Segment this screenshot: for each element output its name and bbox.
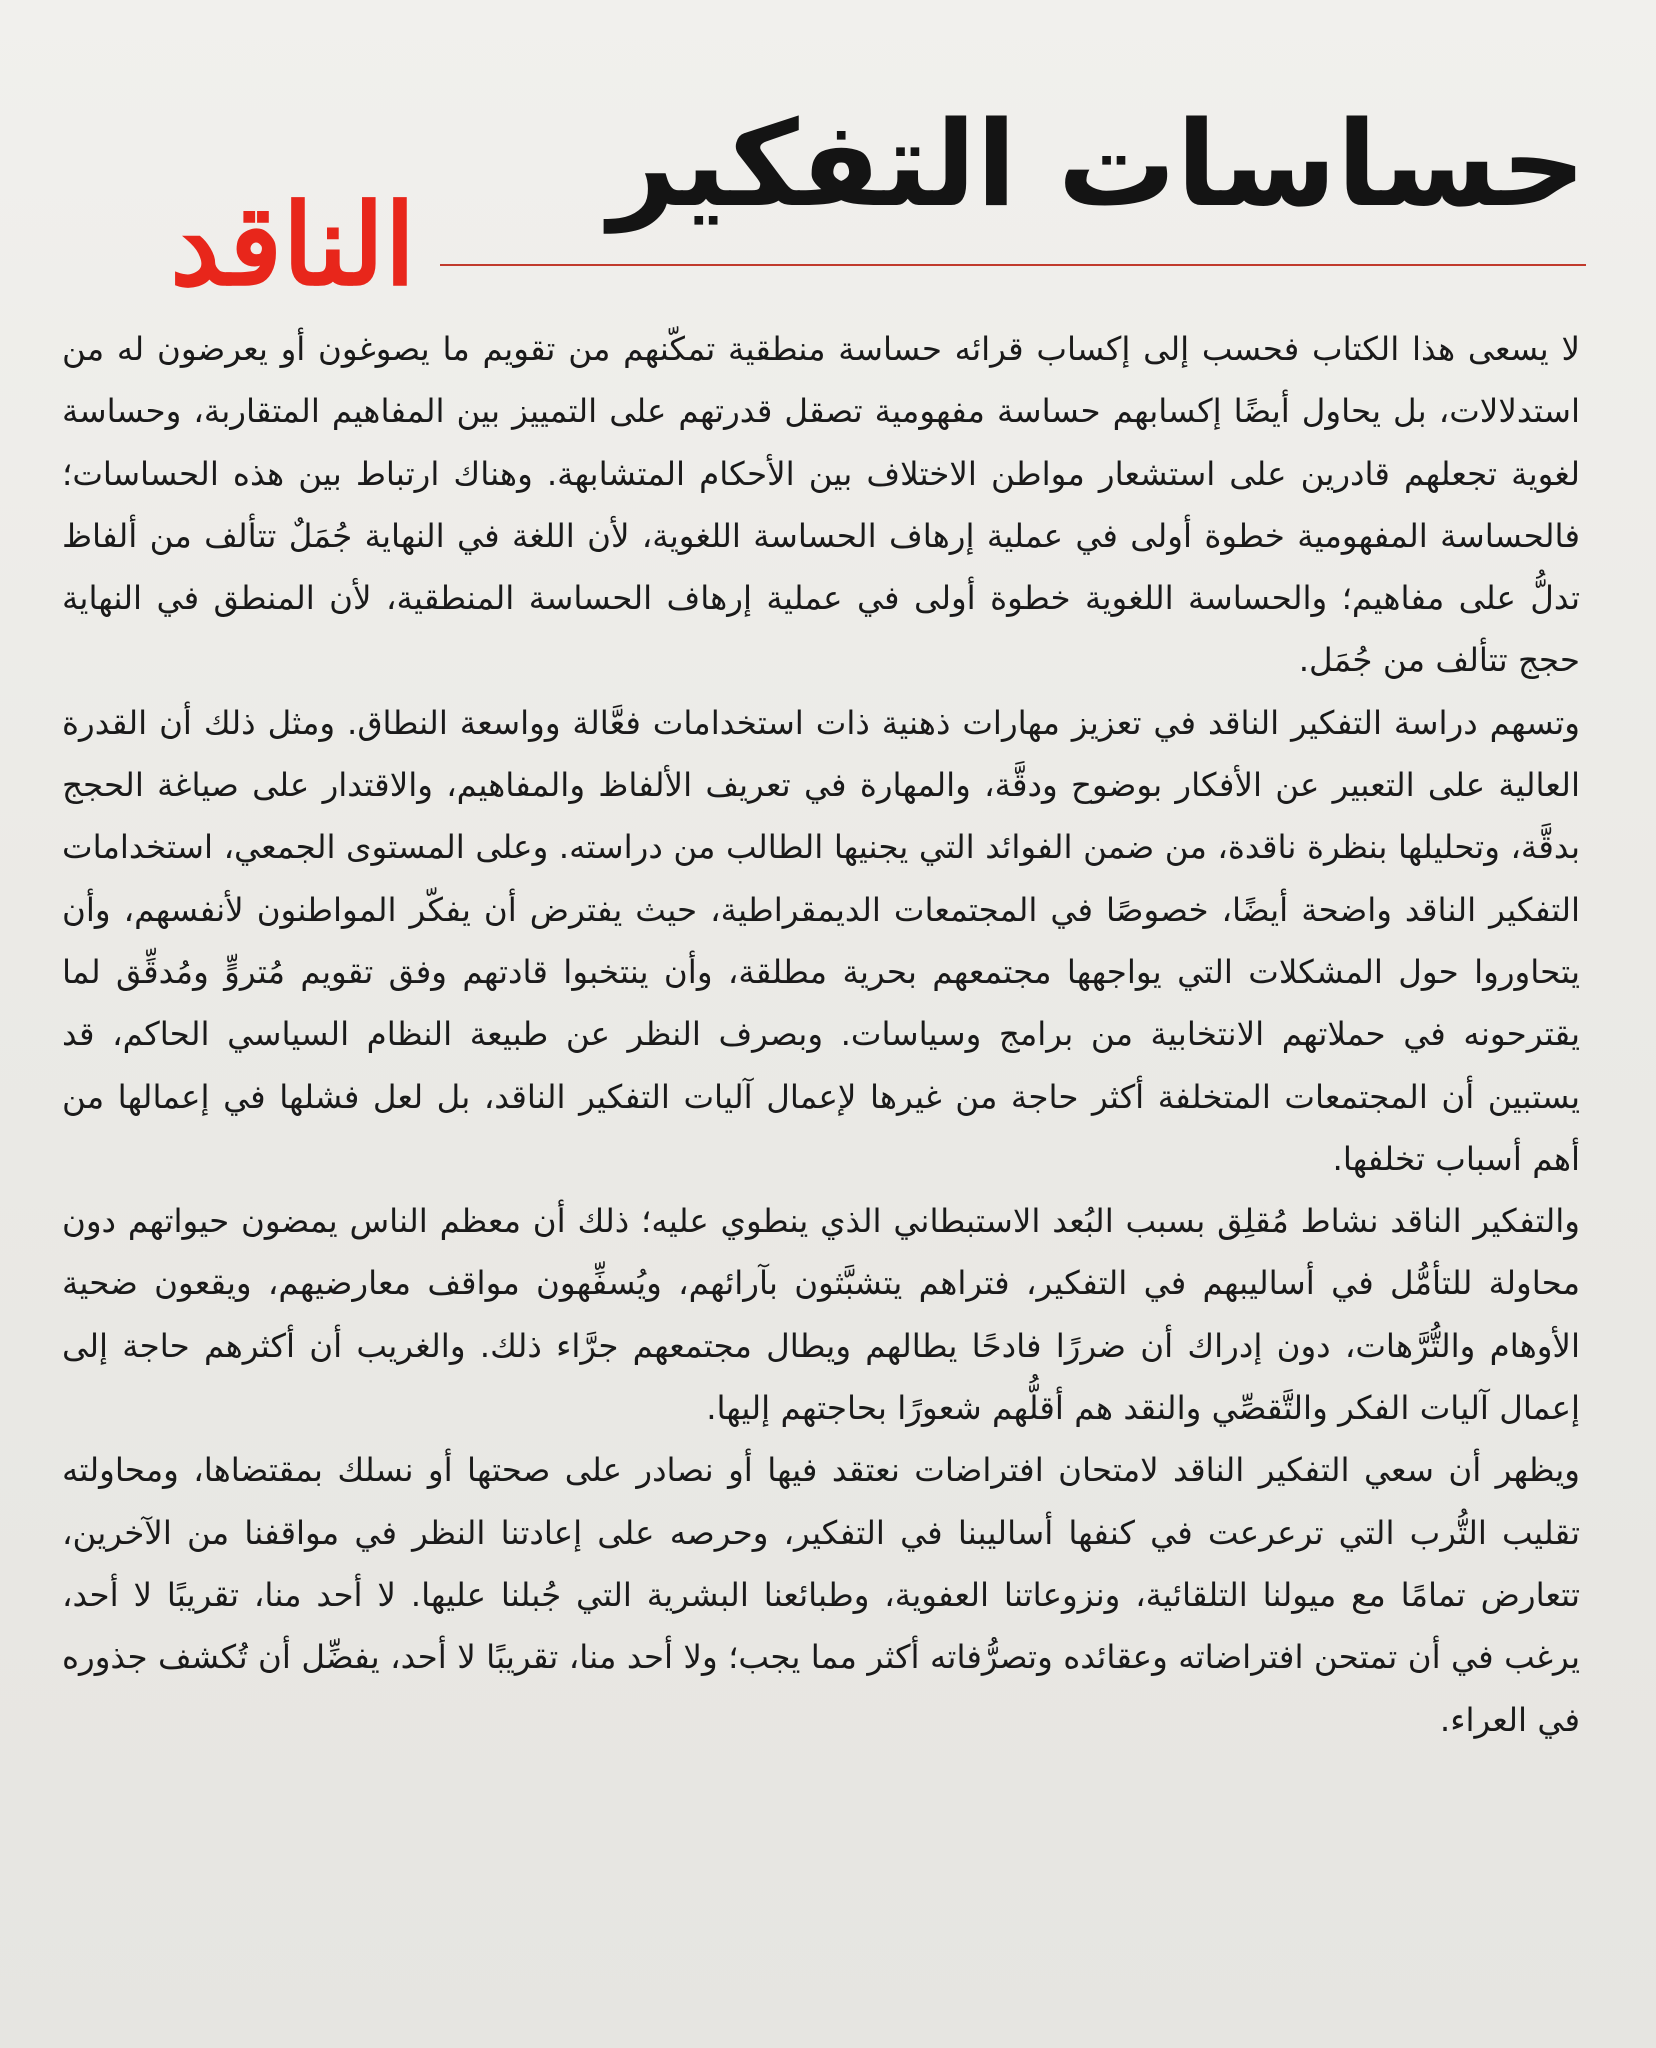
blurb-paragraph-1: لا يسعى هذا الكتاب فحسب إلى إكساب قرائه حساسة منطقية تمكّنهم من تقويم ما يصوغون أو يعرضون له من استدلالات، بل يحاول أيضًا إكسابهم حساسة مفهومية تصقل قدرتهم على التمييز بين المفاهيم المتقاربة، وحساسة لغوية تجعلهم قادرين على استشعار مواطن الاختلاف بين الأحكام المتشابهة. وهناك ارتباط بين هذه الحساسات؛ فالحساسة المفهومية خطوة أولى في عملية إرهاف الحساسة اللغوية، لأن اللغة في النهاية جُمَلٌ تتألف من ألفاظ تدلُّ على مفاهيم؛ والحساسة اللغوية خطوة أولى في عملية إرهاف الحساسة المنطقية، لأن المنطق في النهاية حجج تتألف من جُمَل. [62,330,1580,680]
blurb-paragraph-3: والتفكير الناقد نشاط مُقلِق بسبب البُعد الاستبطاني الذي ينطوي عليه؛ ذلك أن معظم الناس يمضون حيواتهم دون محاولة للتأمُّل في أساليبهم في التفكير، فتراهم يتشبَّثون بآرائهم، ويُسفِّهون مواقف معارضيهم، ويقعون ضحية الأوهام والتُّرَّهات، دون إدراك أن ضررًا فادحًا يطالهم ويطال مجتمعهم جرَّاء ذلك. والغريب أن أكثرهم حاجة إلى إعمال آليات الفكر والتَّقصِّي والنقد هم أقلُّهم شعورًا بحاجتهم إليها. [62,1202,1580,1428]
blurb-paragraph-4: ويظهر أن سعي التفكير الناقد لامتحان افتراضات نعتقد فيها أو نصادر على صحتها أو نسلك بمقتضاها، ومحاولته تقليب التُّرب التي ترعرعت في كنفها أساليبنا في التفكير، وحرصه على إعادتنا النظر في مواقفنا من الآخرين، تتعارض تمامًا مع ميولنا التلقائية، ونزوعاتنا العفوية، وطبائعنا البشرية التي جُبلنا عليها. لا أحد منا، تقريبًا لا أحد، يرغب في أن تمتحن افتراضاته وعقائده وتصرُّفاته أكثر مما يجب؛ ولا أحد منا، تقريبًا لا أحد، يفضِّل أن تُكشف جذوره في العراء. [62,1451,1580,1739]
blurb-paragraph-2: وتسهم دراسة التفكير الناقد في تعزيز مهارات ذهنية ذات استخدامات فعَّالة وواسعة النطاق. ومثل ذلك أن القدرة العالية على التعبير عن الأفكار بوضوح ودقَّة، والمهارة في تعريف الألفاظ والمفاهيم، والاقتدار على صياغة الحجج بدقَّة، وتحليلها بنظرة ناقدة، من ضمن الفوائد التي يجنيها الطالب من دراسته. وعلى المستوى الجمعي، استخدامات التفكير الناقد واضحة أيضًا، خصوصًا في المجتمعات الديمقراطية، حيث يفترض أن يفكّر المواطنون لأنفسهم، وأن يتحاوروا حول المشكلات التي يواجهها مجتمعهم بحرية مطلقة، وأن ينتخبوا قادتهم وفق تقويم مُتروٍّ ومُدقِّق لما يقترحونه في حملاتهم الانتخابية من برامج وسياسات. وبصرف النظر عن طبيعة النظام السياسي الحاكم، قد يستبين أن المجتمعات المتخلفة أكثر حاجة من غيرها لإعمال آليات التفكير الناقد، بل لعل فشلها في إعمالها من أهم أسباب تخلفها. [62,703,1580,1178]
title-underline-rule [440,264,1586,266]
blurb-body [62,318,1580,1751]
title-block [60,80,1586,310]
book-title-accent: الناقد [170,180,416,311]
book-title-main: حساسات التفكير [608,95,1586,233]
